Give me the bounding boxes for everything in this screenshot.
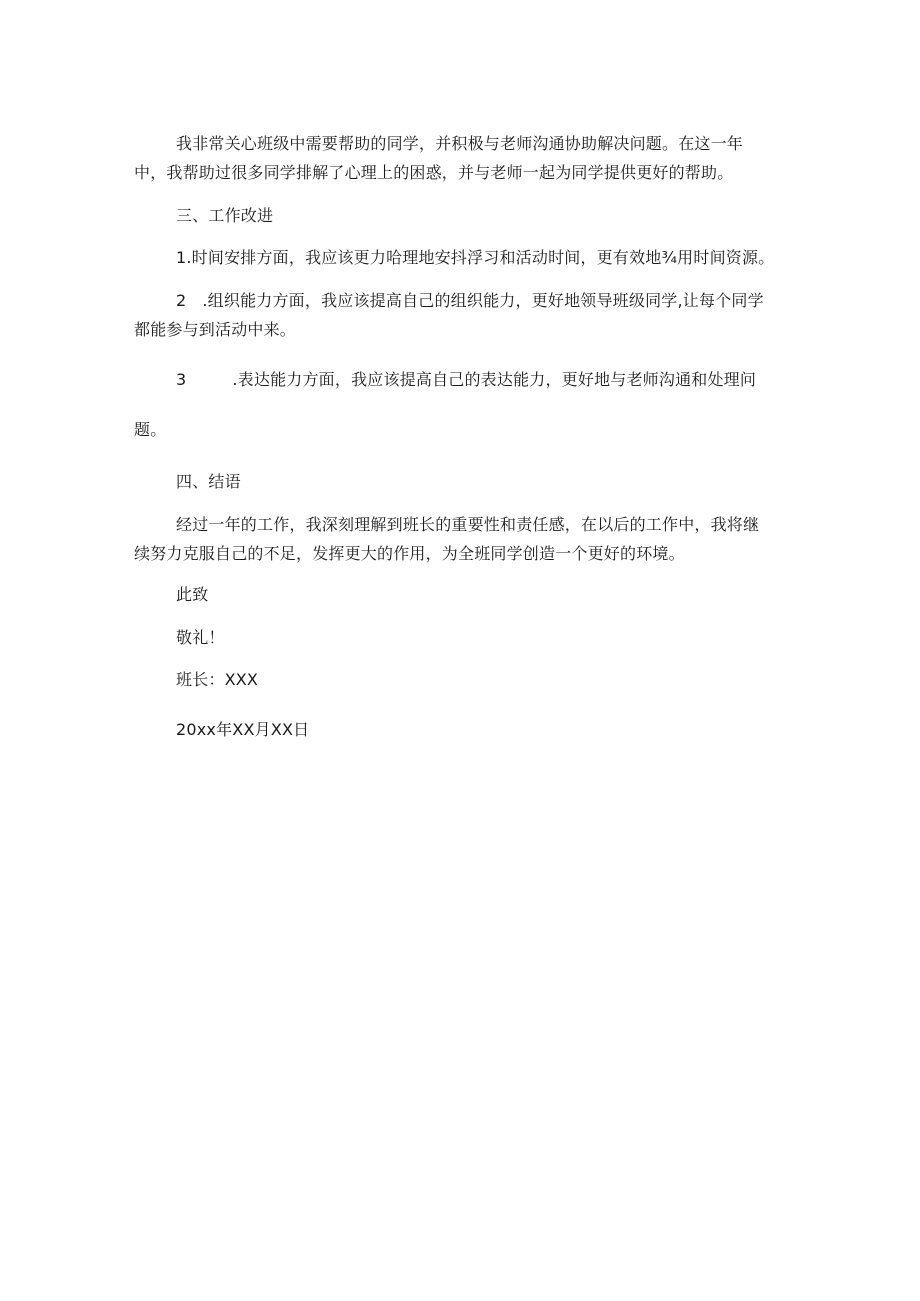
item-2-number: 2 xyxy=(176,291,187,310)
improvement-item-1: 1.时间安排方面，我应该更力哈理地安抖浮习和活动时间，更有效地¾用时间资源。 xyxy=(176,248,775,267)
closing-respect: 敬礼！ xyxy=(176,628,225,647)
conclusion-line-1: 经过一年的工作，我深刻理解到班长的重要性和责任感，在以后的工作中，我将继 xyxy=(176,515,760,534)
improvement-item-3-line-2: 题。 xyxy=(134,420,167,439)
paragraph-1-line-1: 我非常关心班级中需要帮助的同学，并积极与老师沟通协助解决问题。在这一年 xyxy=(176,134,744,153)
item-2-text: .组织能力方面，我应该提高自己的组织能力，更好地领导班级同学,让每个同学 xyxy=(202,291,764,310)
closing-salutation: 此致 xyxy=(176,585,209,604)
date: 20xx年XX月XX日 xyxy=(176,720,310,739)
signature: 班长：XXX xyxy=(176,670,259,689)
improvement-item-3-line-1 xyxy=(176,370,756,390)
heading-work-improvement: 三、工作改进 xyxy=(176,206,274,225)
improvement-item-2-line-1 xyxy=(176,291,764,311)
conclusion-line-2: 续努力克服自己的不足，发挥更大的作用，为全班同学创造一个更好的环境。 xyxy=(134,544,685,563)
paragraph-1-line-2: 中，我帮助过很多同学排解了心理上的困惑，并与老师一起为同学提供更好的帮助。 xyxy=(134,163,734,182)
item-3-text: .表达能力方面，我应该提高自己的表达能力，更好地与老师沟通和处理问 xyxy=(232,370,757,389)
heading-conclusion: 四、结语 xyxy=(176,472,241,491)
improvement-item-2-line-2: 都能参与到活动中来。 xyxy=(134,320,297,339)
item-3-number: 3 xyxy=(176,370,187,389)
